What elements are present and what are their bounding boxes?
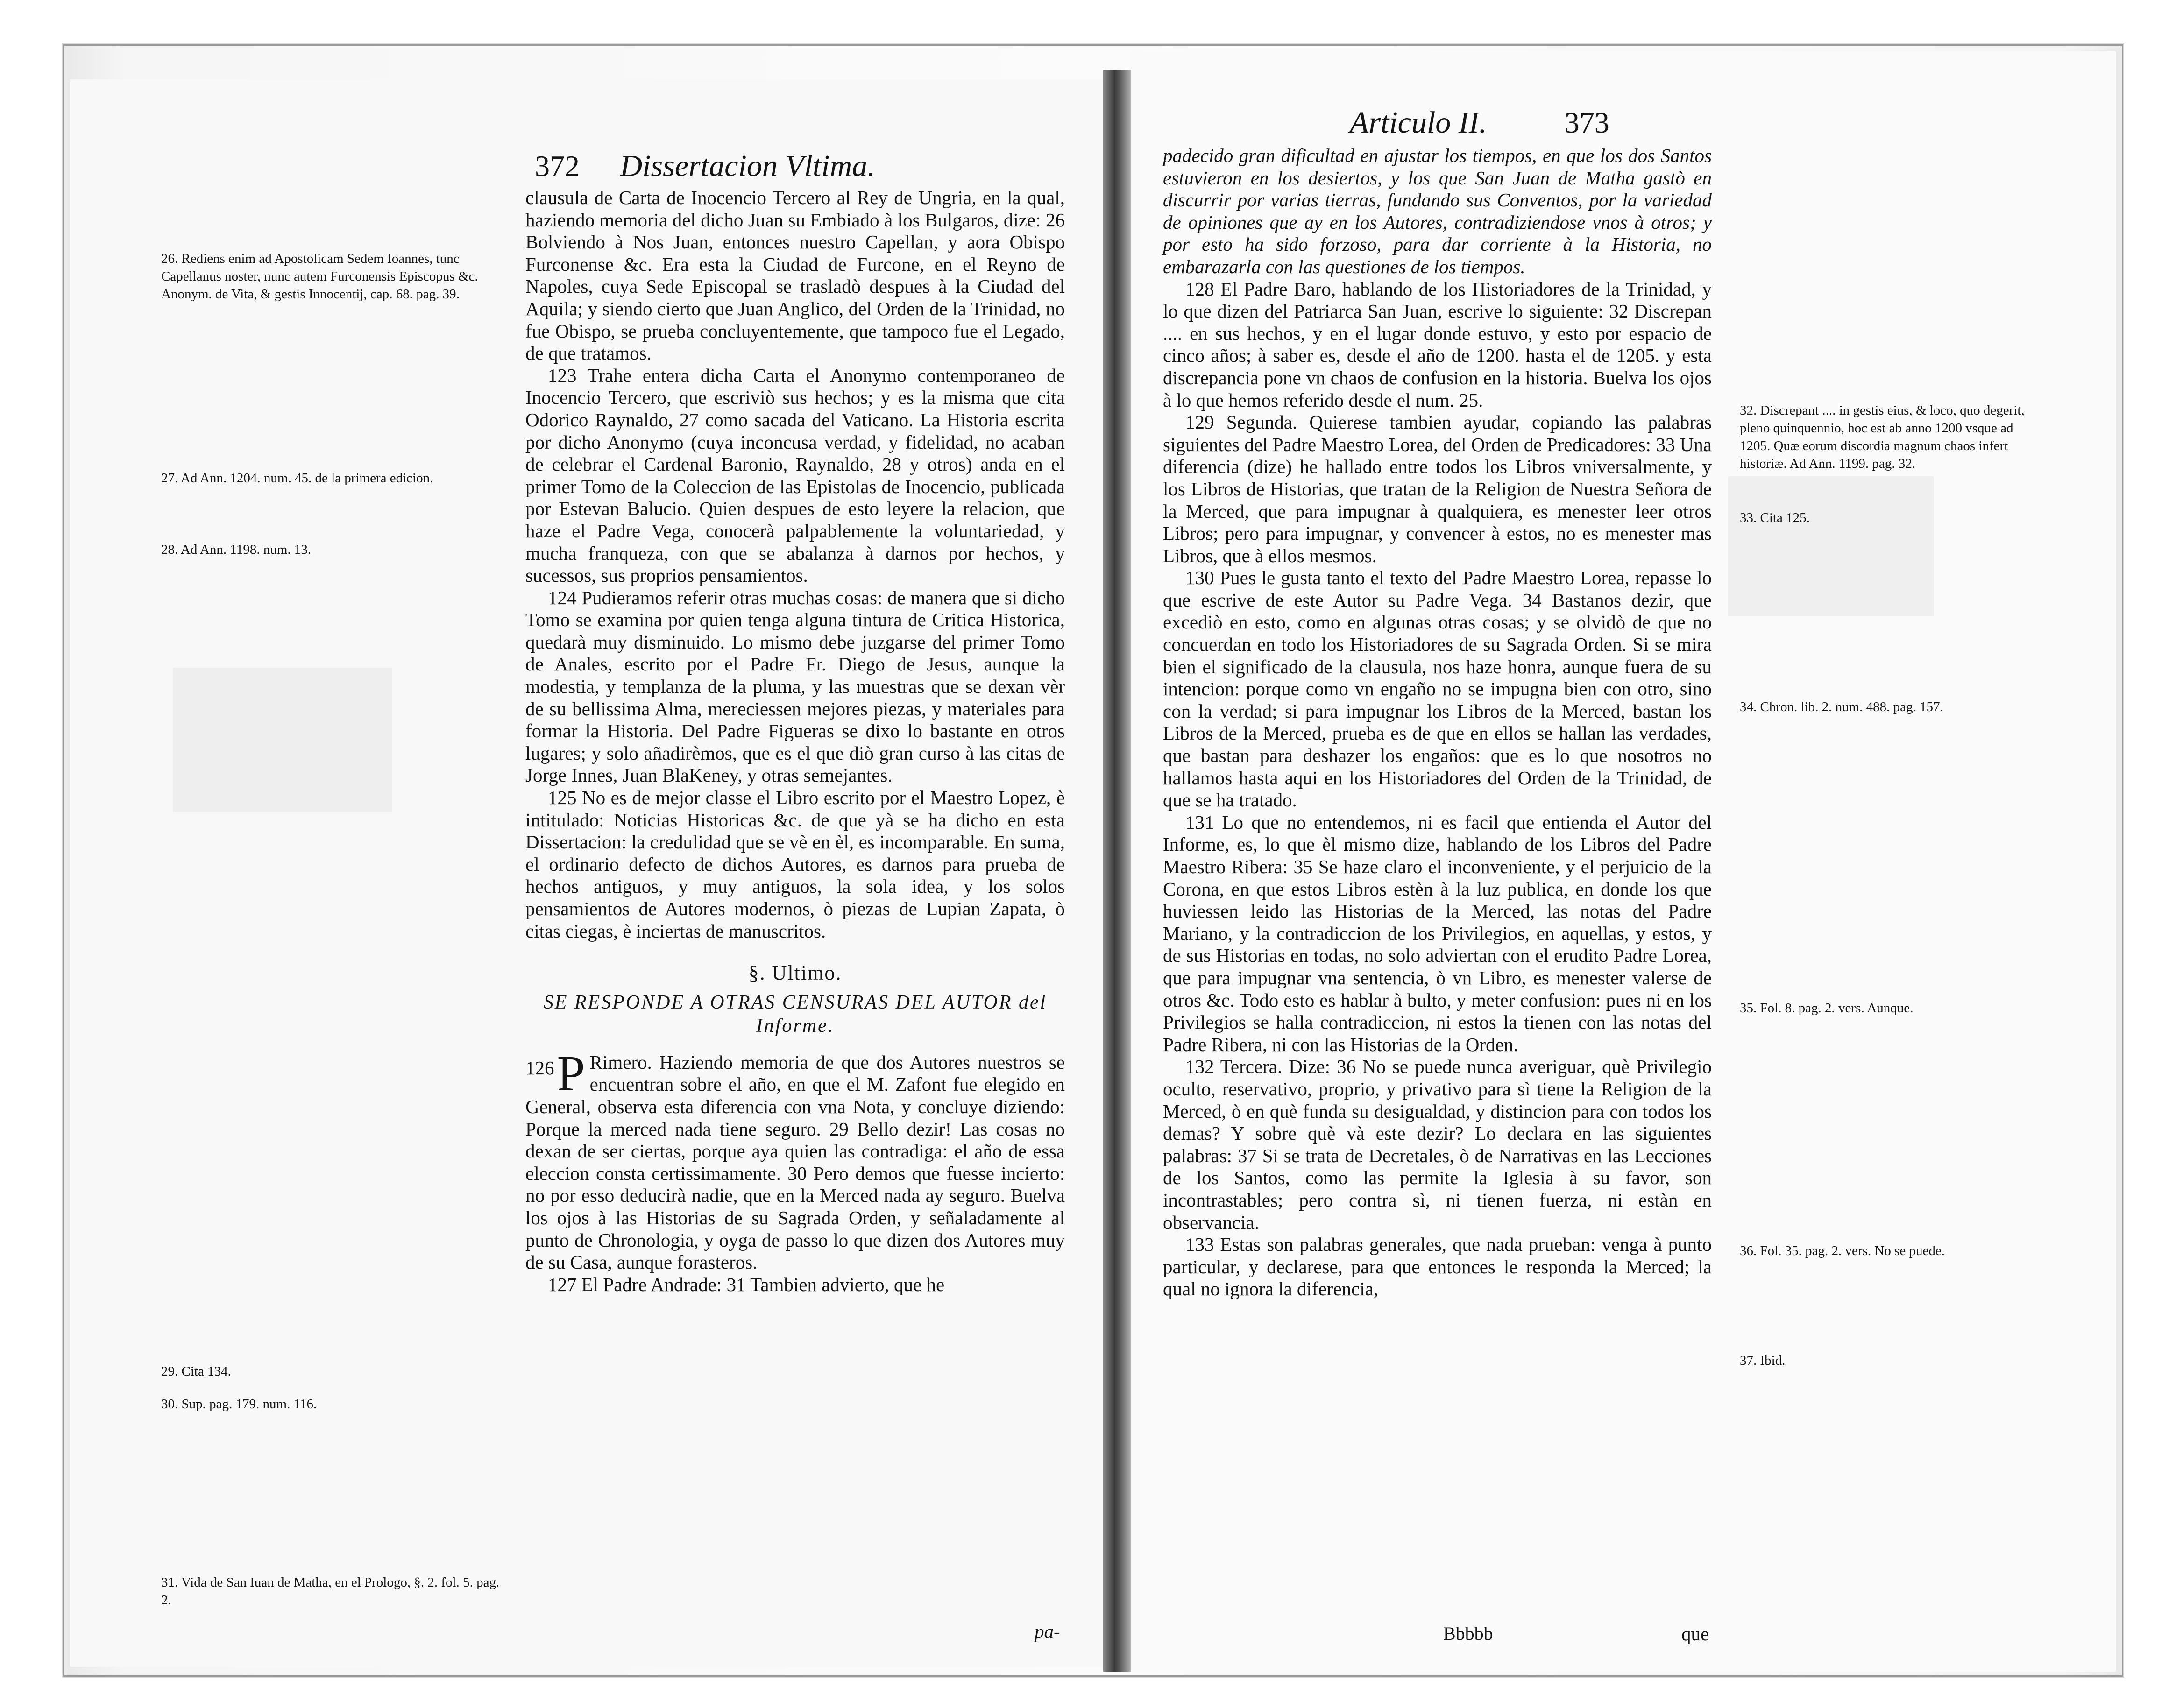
marginal-note: 36. Fol. 35. pag. 2. vers. No se puede. xyxy=(1740,1243,1945,1258)
paragraph: 123 Trahe entera dicha Carta el Anonymo contemporaneo de Inocencio Tercero, que escriviò sus hechos; y es la misma que cita Odorico Raynaldo, 27 como sacada del Vaticano. La Historia escrita por dicho Anonymo (cuya inconcusa verdad, y fidelidad, no acaban de celebrar el Cardenal Baronio, Raynaldo, 28 y otros) anda en el primer Tomo de la Coleccion de las Epistolas de Inocencio, publicada por Estevan Balucio. Quien despues de esto leyere la relacion, que haze el Padre Vega, conocerà palpablemente la voluntariedad, y mucha franqueza, con que se abalanza à darnos por hechos, y sucessos, sus proprios pensamientos. xyxy=(525,364,1065,586)
paragraph: 130 Pues le gusta tanto el texto del Padre Maestro Lorea, repasse lo que escrive de este Autor su Padre Vega. 34 Bastanos dezir, que excediò en esto, como en algunas otras cosas; y se olvidò de que no concuerdan en todo los Historiadores de su Sagrada Orden. Si se mira bien el significado de la clausula, nos haze honra, aunque fuera de su intencion: porque como vn engaño no se impugna bien con otro, sino con la verdad; si para impugnar los Libros de la Merced, bastan los Libros de la Merced, prueba es de que en ellos se hallan las verdades, que bastan para deshazer los engaños: que es lo que nosotros no hallamos hasta aqui en los Historiadores del Orden de la Trinidad, de que se ha tratado. xyxy=(1163,567,1712,811)
left-main-text xyxy=(525,187,1065,1296)
right-page-number: 373 xyxy=(1564,106,1609,139)
marginal-note: 33. Cita 125. xyxy=(1740,510,1810,525)
paragraph: 127 El Padre Andrade: 31 Tambien advierto, que he xyxy=(548,1273,945,1295)
paragraph: 133 Estas son palabras generales, que nada prueban: venga à punto particular, y declarese, para que entonces le responda la Merced; la qual no ignora la diferencia, xyxy=(1163,1234,1712,1300)
marginal-note: 30. Sup. pag. 179. num. 116. xyxy=(161,1397,317,1412)
marginal-note: 34. Chron. lib. 2. num. 488. pag. 157. xyxy=(1740,699,1943,714)
section-subtitle: SE RESPONDE A OTRAS CENSURAS DEL AUTOR del Informe. xyxy=(543,991,1047,1037)
show-through-stain xyxy=(173,668,392,812)
catchword: pa- xyxy=(1035,1621,1060,1642)
paragraph-126 xyxy=(525,1045,1065,1274)
left-running-head xyxy=(535,148,1067,184)
catchword: que xyxy=(1681,1623,1709,1644)
marginal-note: 35. Fol. 8. pag. 2. vers. Aunque. xyxy=(1740,1001,1914,1016)
paragraph: 132 Tercera. Dize: 36 No se puede nunca averiguar, què Privilegio oculto, reservativo, proprio, y privativo para sì tiene la Religion de la Merced, ò en què funda su desigualdad, y distincion para con todos los demas? Y sobre què và este dezir? Lo declara en las siguientes palabras: 37 Si se trata de Decretales, ò de Narrativas en las Lecciones de los Santos, como las permite la Iglesia à su favor, son incontrastables; pero contra sì, ni tienen fuerza, ni estàn en observancia. xyxy=(1163,1056,1712,1233)
marginal-note: 27. Ad Ann. 1204. num. 45. de la primera edicion. xyxy=(161,471,433,486)
marginal-note: 37. Ibid. xyxy=(1740,1353,1786,1368)
paragraph: 124 Pudieramos referir otras muchas cosas: de manera que si dicho Tomo se examina por quien tenga alguna tintura de Critica Historica, quedarà muy disminuido. Lo mismo debe juzgarse del primer Tomo de Anales, escrito por el Padre Fr. Diego de Jesus, aunque la modestia, y templanza de la pluma, y las muestras que se dexan vèr de su bellissima Alma, mereciessen mejores piezas, y materiales para formar la Historia. Del Padre Figueras se dixo lo bastante en otros lugares; y solo añadirèmos, que es el que diò gran curso à las citas de Jorge Innes, Juan BlaKeney, y otras semejantes. xyxy=(525,586,1065,786)
right-running-head xyxy=(1350,105,1779,141)
marginal-note: 26. Rediens enim ad Apostolicam Sedem Ioannes, tunc Capellanus noster, nunc autem Furconensis Episcopus &c. Anonym. de Vita, & gestis Innocentij, cap. 68. pag. 39. xyxy=(161,251,478,302)
paragraph: padecido gran dificultad en ajustar los tiempos, en que los dos Santos estuvieron en los desiertos, y los que San Juan de Matha gastò en discurrir por varias tierras, fundando sus Conventos, por la variedad de opiniones que ay en los Autores, contradiziendose vnos à otros; y por esto ha sido forzoso, para dar corriente à la Historia, no embarazarla con las questiones de los tiempos. xyxy=(1163,145,1712,277)
signature-mark: Bbbbb xyxy=(1443,1623,1493,1644)
marginal-note: 31. Vida de San Iuan de Matha, en el Prologo, §. 2. fol. 5. pag. 2. xyxy=(161,1575,500,1608)
left-page-number: 372 xyxy=(535,149,580,183)
marginal-note: 29. Cita 134. xyxy=(161,1364,231,1379)
paragraph: 125 No es de mejor classe el Libro escrito por el Maestro Lopez, è intitulado: Noticias Historicas &c. de que yà se ha dicho en esta Dissertacion: la credulidad que se vè en èl, es incomparable. En suma, el ordinario defecto de dichos Autores, es darnos para prueba de hechos antiguos, y muy antiguos, la sola idea, y los solos pensamientos de Autores modernos, ò piezas de Lupian Zapata, ò citas ciegas, è inciertas de manuscritos. xyxy=(525,787,1065,942)
right-main-text xyxy=(1163,145,1712,1300)
left-running-title: Dissertacion Vltima. xyxy=(620,149,875,183)
right-running-title: Articulo II. xyxy=(1350,106,1487,140)
paragraph: 131 Lo que no entendemos, ni es facil que entienda el Autor del Informe, es, lo que èl mismo dize, hablando de los Libros del Padre Maestro Ribera: 35 Se haze claro el inconveniente, y el perjuicio de la Corona, en que estos Libros estèn à la luz publica, en donde los que huviessen leido las Historias de la Merced, las notas del Padre Mariano, y la contradiccion de los Privilegios, en aquellas, y estos, y de sus Historias en todas, no solo adviertan con el erudito Padre Lorea, que para impugnar vna sentencia, ò vn Libro, es menester valerse de otros &c. Todo esto es hablar à bulto, y meter confusion: pues ni en los Privilegios se halla contradiccion, ni estos la tienen con las notas del Padre Ribera, ni con las Historias de la Orden. xyxy=(1163,811,1712,1055)
paragraph-text: Rimero. Haziendo memoria de que dos Autores nuestros se encuentran sobre el año, en que el M. Zafont fue elegido en General, observa esta diferencia con vna Nota, y concluye diziendo: Porque la merced nada tiene seguro. 29 Bello dezir! Las cosas no dexan de ser ciertas, porque aya quien las contradiga: el año de essa eleccion consta certissimamente. 30 Pero demos que fuesse incierto: no por esso deducirà nadie, que en la Merced nada ay seguro. Buelva los ojos à las Historias de su Sagrada Orden, y señaladamente al punto de Chronologia, y oyga de passo lo que dizen dos Autores muy de su Casa, aunque forasteros. xyxy=(525,1051,1065,1273)
drop-capital: P xyxy=(557,1045,585,1101)
paragraph: clausula de Carta de Inocencio Tercero al Rey de Ungria, en la qual, haziendo memoria del dicho Juan su Embiado à los Bulgaros, dize: 26 Bolviendo à Nos Juan, entonces nuestro Capellan, y aora Obispo Furconense &c. Era esta la Ciudad de Furcone, en el Reyno de Napoles, cuya Sede Episcopal se trasladò despues à la Ciudad del Aquila; y siendo cierto que Juan Anglico, del Orden de la Trinidad, no fue Obispo, se prueba concluyentemente, que tampoco fue el Legado, de que tratamos. xyxy=(525,187,1065,364)
show-through-stain xyxy=(1728,476,1934,616)
paragraph-number: 126 xyxy=(525,1057,554,1079)
paragraph: 129 Segunda. Quierese tambien ayudar, copiando las palabras siguientes del Padre Maestro Lorea, del Orden de Predicadores: 33 Una diferencia (dize) he hallado entre todos los Libros vniversalmente, y los Libros de Historias, que tratan de la Religion de Nuestra Señora de la Merced, que para impugnar à qualquiera, es menester leer otros Libros; pero para impugnar, y convencer à estos, no es menester mas Libros, que à ellos mesmos. xyxy=(1163,411,1712,566)
marginal-note: 32. Discrepant .... in gestis eius, & loco, quo degerit, pleno quinquennio, hoc est ab anno 1200 vsque ad 1205. Quæ eorum discordia magnum chaos infert historiæ. Ad Ann. 1199. pag. 32. xyxy=(1740,403,2025,471)
paragraph: 128 El Padre Baro, hablando de los Historiadores de la Trinidad, y lo que dizen del Patriarca San Juan, escrive lo siguiente: 32 Discrepan .... en sus hechos, y en el lugar donde estuvo, y esto por espacio de cinco años; à saber es, desde el año de 1200. hasta el de 1205. y esta discrepancia pone vn chaos de confusion en la historia. Buelva los ojos à lo que hemos referido desde el num. 25. xyxy=(1163,278,1712,411)
section-title: §. Ultimo. xyxy=(748,961,842,985)
book-gutter xyxy=(1103,70,1131,1672)
marginal-note: 28. Ad Ann. 1198. num. 13. xyxy=(161,542,312,557)
